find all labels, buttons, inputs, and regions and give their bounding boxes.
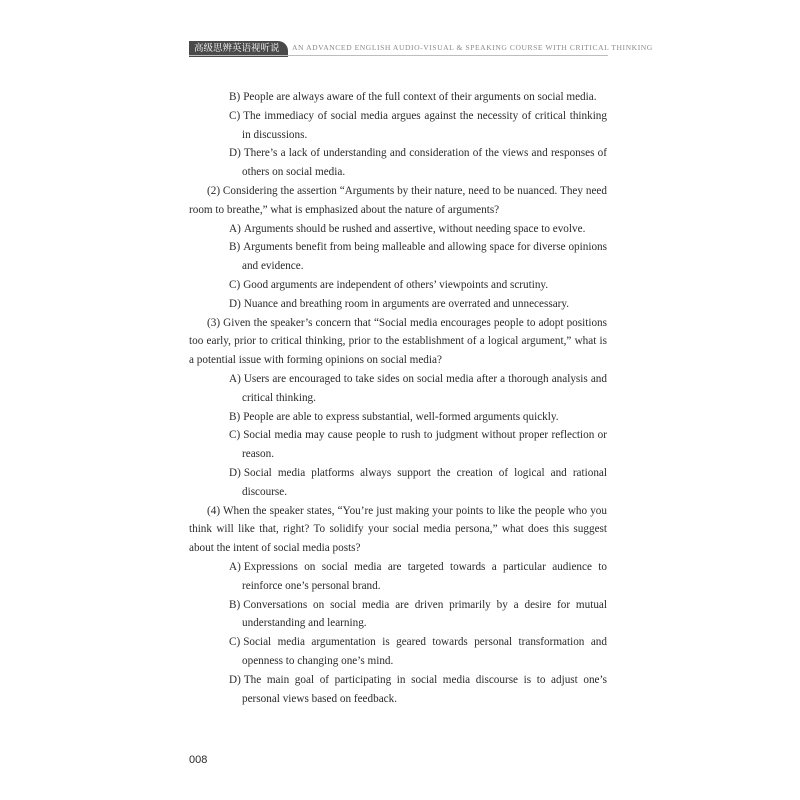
option-text: There’s a lack of understanding and consideration of the views and responses of others on social media.	[242, 147, 607, 179]
option-letter: D)	[229, 673, 241, 686]
option-letter: D)	[229, 297, 241, 310]
option-letter: B)	[229, 241, 241, 254]
option-text: The main goal of participating in social media discourse is to adjust one’s personal views based on feedback.	[242, 673, 607, 705]
option-text: Users are encouraged to take sides on social media after a thorough analysis and critical thinking.	[242, 372, 607, 404]
question-4-stem: (4) When the speaker states, “You’re just making your points to like the people who you think will like that, right? To solidify your social media persona,” what does this suggest about the intent of social media posts?	[189, 504, 607, 555]
option-2-c	[229, 276, 607, 295]
option-text: Conversations on social media are driven primarily by a desire for mutual understanding and learning.	[242, 598, 607, 630]
option-text: People are able to express substantial, well-formed arguments quickly.	[243, 410, 559, 423]
question-block	[189, 88, 607, 708]
option-letter: C)	[229, 429, 241, 442]
option-1-b	[229, 88, 607, 107]
option-letter: C)	[229, 109, 241, 122]
option-1-d	[229, 144, 607, 182]
option-letter: A)	[229, 372, 241, 385]
option-text: The immediacy of social media argues against the necessity of critical thinking in discussions.	[242, 109, 607, 141]
option-4-a	[229, 558, 607, 596]
running-header-subtitle: AN ADVANCED ENGLISH AUDIO-VISUAL & SPEAKING COURSE WITH CRITICAL THINKING	[292, 43, 653, 52]
option-letter: A)	[229, 560, 241, 573]
header-rule	[189, 55, 608, 56]
option-letter: C)	[229, 636, 241, 649]
option-4-d	[229, 671, 607, 709]
option-1-c	[229, 107, 607, 145]
option-text: Social media may cause people to rush to judgment without proper reflection or reason.	[242, 429, 607, 461]
option-letter: A)	[229, 222, 241, 235]
question-3-stem: (3) Given the speaker’s concern that “Social media encourages people to adopt positions too early, prior to critical thinking, prior to the establishment of a logical argument,” what is a potential issue with forming opinions on social media?	[189, 316, 607, 367]
option-2-a	[229, 220, 607, 239]
option-2-b	[229, 238, 607, 276]
page-number: 008	[189, 754, 208, 766]
option-letter: D)	[229, 147, 241, 160]
option-text: Nuance and breathing room in arguments are overrated and unnecessary.	[243, 297, 570, 310]
option-letter: B)	[229, 91, 241, 103]
option-text: Social media argumentation is geared towards personal transformation and openness to changing one’s mind.	[242, 636, 607, 667]
option-text: Good arguments are independent of others’ viewpoints and scrutiny.	[243, 278, 549, 291]
option-text: Expressions on social media are targeted towards a particular audience to reinforce one’s personal brand.	[242, 560, 607, 592]
option-text: People are always aware of the full context of their arguments on social media.	[243, 91, 597, 103]
option-letter: D)	[229, 466, 241, 479]
running-header-badge: 高级思辨英语视听说	[189, 41, 288, 57]
option-4-b	[229, 596, 607, 634]
question-2-stem: (2) Considering the assertion “Arguments by their nature, need to be nuanced. They need room to breathe,” what is emphasized about the nature of arguments?	[189, 184, 607, 216]
option-letter: B)	[229, 598, 241, 611]
option-letter: C)	[229, 278, 241, 291]
option-4-c	[229, 633, 607, 671]
option-3-b	[229, 408, 607, 427]
option-3-c	[229, 426, 607, 464]
option-3-d	[229, 464, 607, 502]
option-text: Arguments should be rushed and assertive, without needing space to evolve.	[243, 222, 586, 235]
option-2-d	[229, 295, 607, 314]
option-text: Social media platforms always support the creation of logical and rational discourse.	[242, 466, 607, 498]
option-3-a	[229, 370, 607, 408]
option-letter: B)	[229, 410, 241, 423]
option-text: Arguments benefit from being malleable and allowing space for diverse opinions and evidence.	[242, 241, 607, 273]
